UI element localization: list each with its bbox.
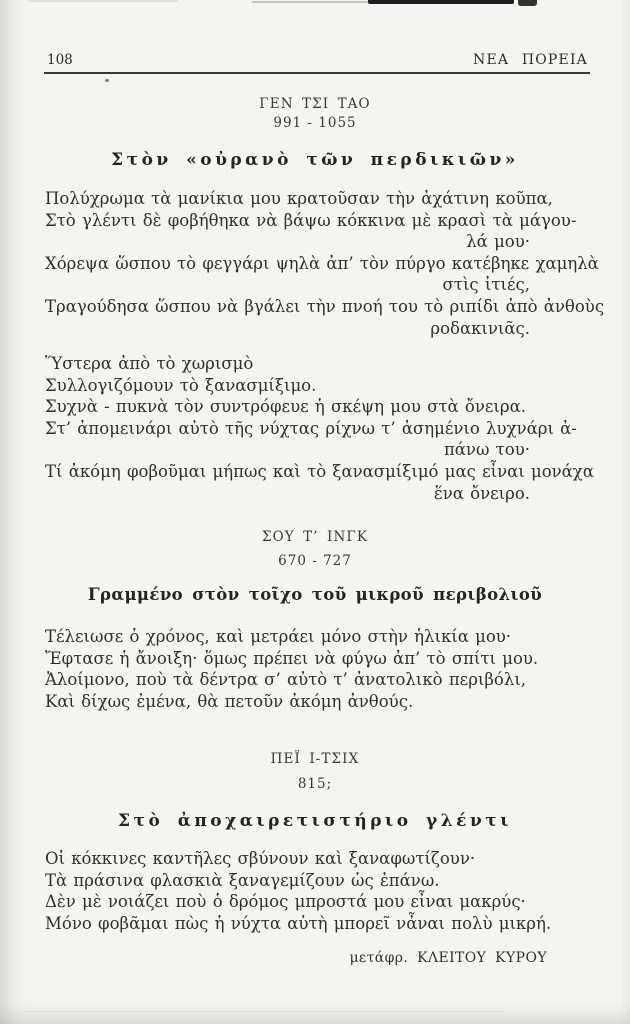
poem-line: Συλλογιζόμουν τὸ ξανασμίξιμο.	[45, 375, 317, 395]
poem-line: στὶς ἰτιές,	[442, 275, 530, 295]
poem-stanza	[45, 848, 564, 934]
poet-name: ΠΕΪ Ι-ΤΣΙΧ	[270, 751, 360, 767]
poet-dates: 815;	[297, 776, 333, 792]
scan-artifact	[368, 0, 514, 4]
poem-stanza	[45, 353, 594, 504]
scan-artifact	[518, 0, 537, 6]
poem-line: Ἔφτασε ἡ ἄνοιξη· ὅμως πρέπει νὰ φύγω ἀπ’ τὸ σπίτι μου.	[45, 648, 539, 668]
poem-line: λά μου·	[466, 232, 530, 252]
poem-line: Τέλειωσε ὁ χρόνος, καὶ μετράει μόνο στὴν ἡλικία μου·	[45, 627, 512, 646]
poem-line: Στὸ γλέντι δὲ φοβήθηκα νὰ βάψω κόκκινα μὲ κρασὶ τὰ μάγου-	[45, 210, 577, 230]
poem-line: Μόνο φοβᾶμαι πὼς ἡ νύχτα αὐτὴ μπορεῖ νἆναι πολὺ μικρή.	[45, 913, 552, 933]
poem-stanza	[45, 188, 605, 339]
poem-title: Γραμμένο στὸν τοῖχο τοῦ μικροῦ περιβολιοῦ	[87, 585, 543, 604]
poem-line: Οἱ κόκκινες καντῆλες σβύνουν καὶ ξαναφωτίζουν·	[45, 849, 476, 868]
page-number: 108	[47, 52, 73, 68]
poem-line: Ὕστερα ἀπὸ τὸ χωρισμὸ	[45, 354, 254, 373]
ink-speck	[105, 79, 109, 82]
poem-line: Πολύχρωμα τὰ μανίκια μου κρατοῦσαν τὴν ἀχάτινη κοῦπα,	[45, 189, 553, 208]
poem-line: ροδακινιᾶς.	[430, 318, 530, 338]
poet-name: ΣΟΥ Τ’ ΙΝΓΚ	[261, 529, 369, 545]
poem-line: Τραγούδησα ὥσπου νὰ βγάλει τὴν πνοή του τὸ ριπίδι ἀπὸ ἀνθοὺς	[45, 296, 605, 316]
header-rule	[44, 72, 590, 74]
poem-line: Δὲν μὲ νοιάζει ποὺ ὁ δρόμος μπροστά μου εἶναι μακρύς·	[45, 892, 526, 912]
journal-title: ΝΕΑ ΠΟΡΕΙΑ	[473, 52, 588, 68]
poet-dates: 991 - 1055	[273, 115, 357, 131]
poem-line: Καὶ δίχως ἐμένα, θὰ πετοῦν ἀκόμη ἀνθούς.	[45, 691, 414, 711]
poem-title: Στὸν «οὐρανὸ τῶν περδικιῶν»	[111, 150, 519, 170]
translator-credit: μετάφρ. ΚΛΕΙΤΟΥ ΚΥΡΟΥ	[349, 950, 547, 966]
poet-dates: 670 - 727	[278, 553, 352, 569]
poet-name: ΓΕΝ ΤΣΙ ΤΑΟ	[259, 96, 371, 112]
scan-artifact	[252, 1, 368, 3]
poem-line: Στ’ ἀπομεινάρι αὐτὸ τῆς νύχτας ρίχνω τ’ ἀσημένιο λυχνάρι ἀ-	[45, 418, 577, 438]
poem-title: Στὸ ἀποχαιρετιστήριο γλέντι	[118, 811, 512, 831]
scan-artifact	[25, 1011, 505, 1012]
poem-line: Ἀλοίμονο, ποὺ τὰ δέντρα σ’ αὐτὸ τ’ ἀνατολικὸ περιβόλι,	[45, 670, 527, 690]
poem-line: Συχνὰ - πυκνὰ τὸν συντρόφευε ἡ σκέψη μου στὰ ὄνειρα.	[45, 397, 526, 417]
running-head	[47, 52, 588, 68]
poem-line: ἕνα ὄνειρο.	[433, 483, 530, 503]
poem-line: πάνω του·	[443, 440, 530, 460]
poem-line: Τί ἀκόμη φοβοῦμαι μήπως καὶ τὸ ξανασμίξιμό μας εἶναι μονάχα	[45, 461, 594, 481]
poem-line: Τὰ πράσινα φλασκιὰ ξαναγεμίζουν ὡς ἐπάνω.	[45, 870, 440, 890]
poem-stanza	[45, 626, 564, 712]
scan-artifact	[28, 0, 178, 2]
poem-line: Χόρεψα ὥσπου τὸ φεγγάρι ψηλὰ ἀπ’ τὸν πύργο κατέβηκε χαμηλὰ	[45, 253, 599, 273]
